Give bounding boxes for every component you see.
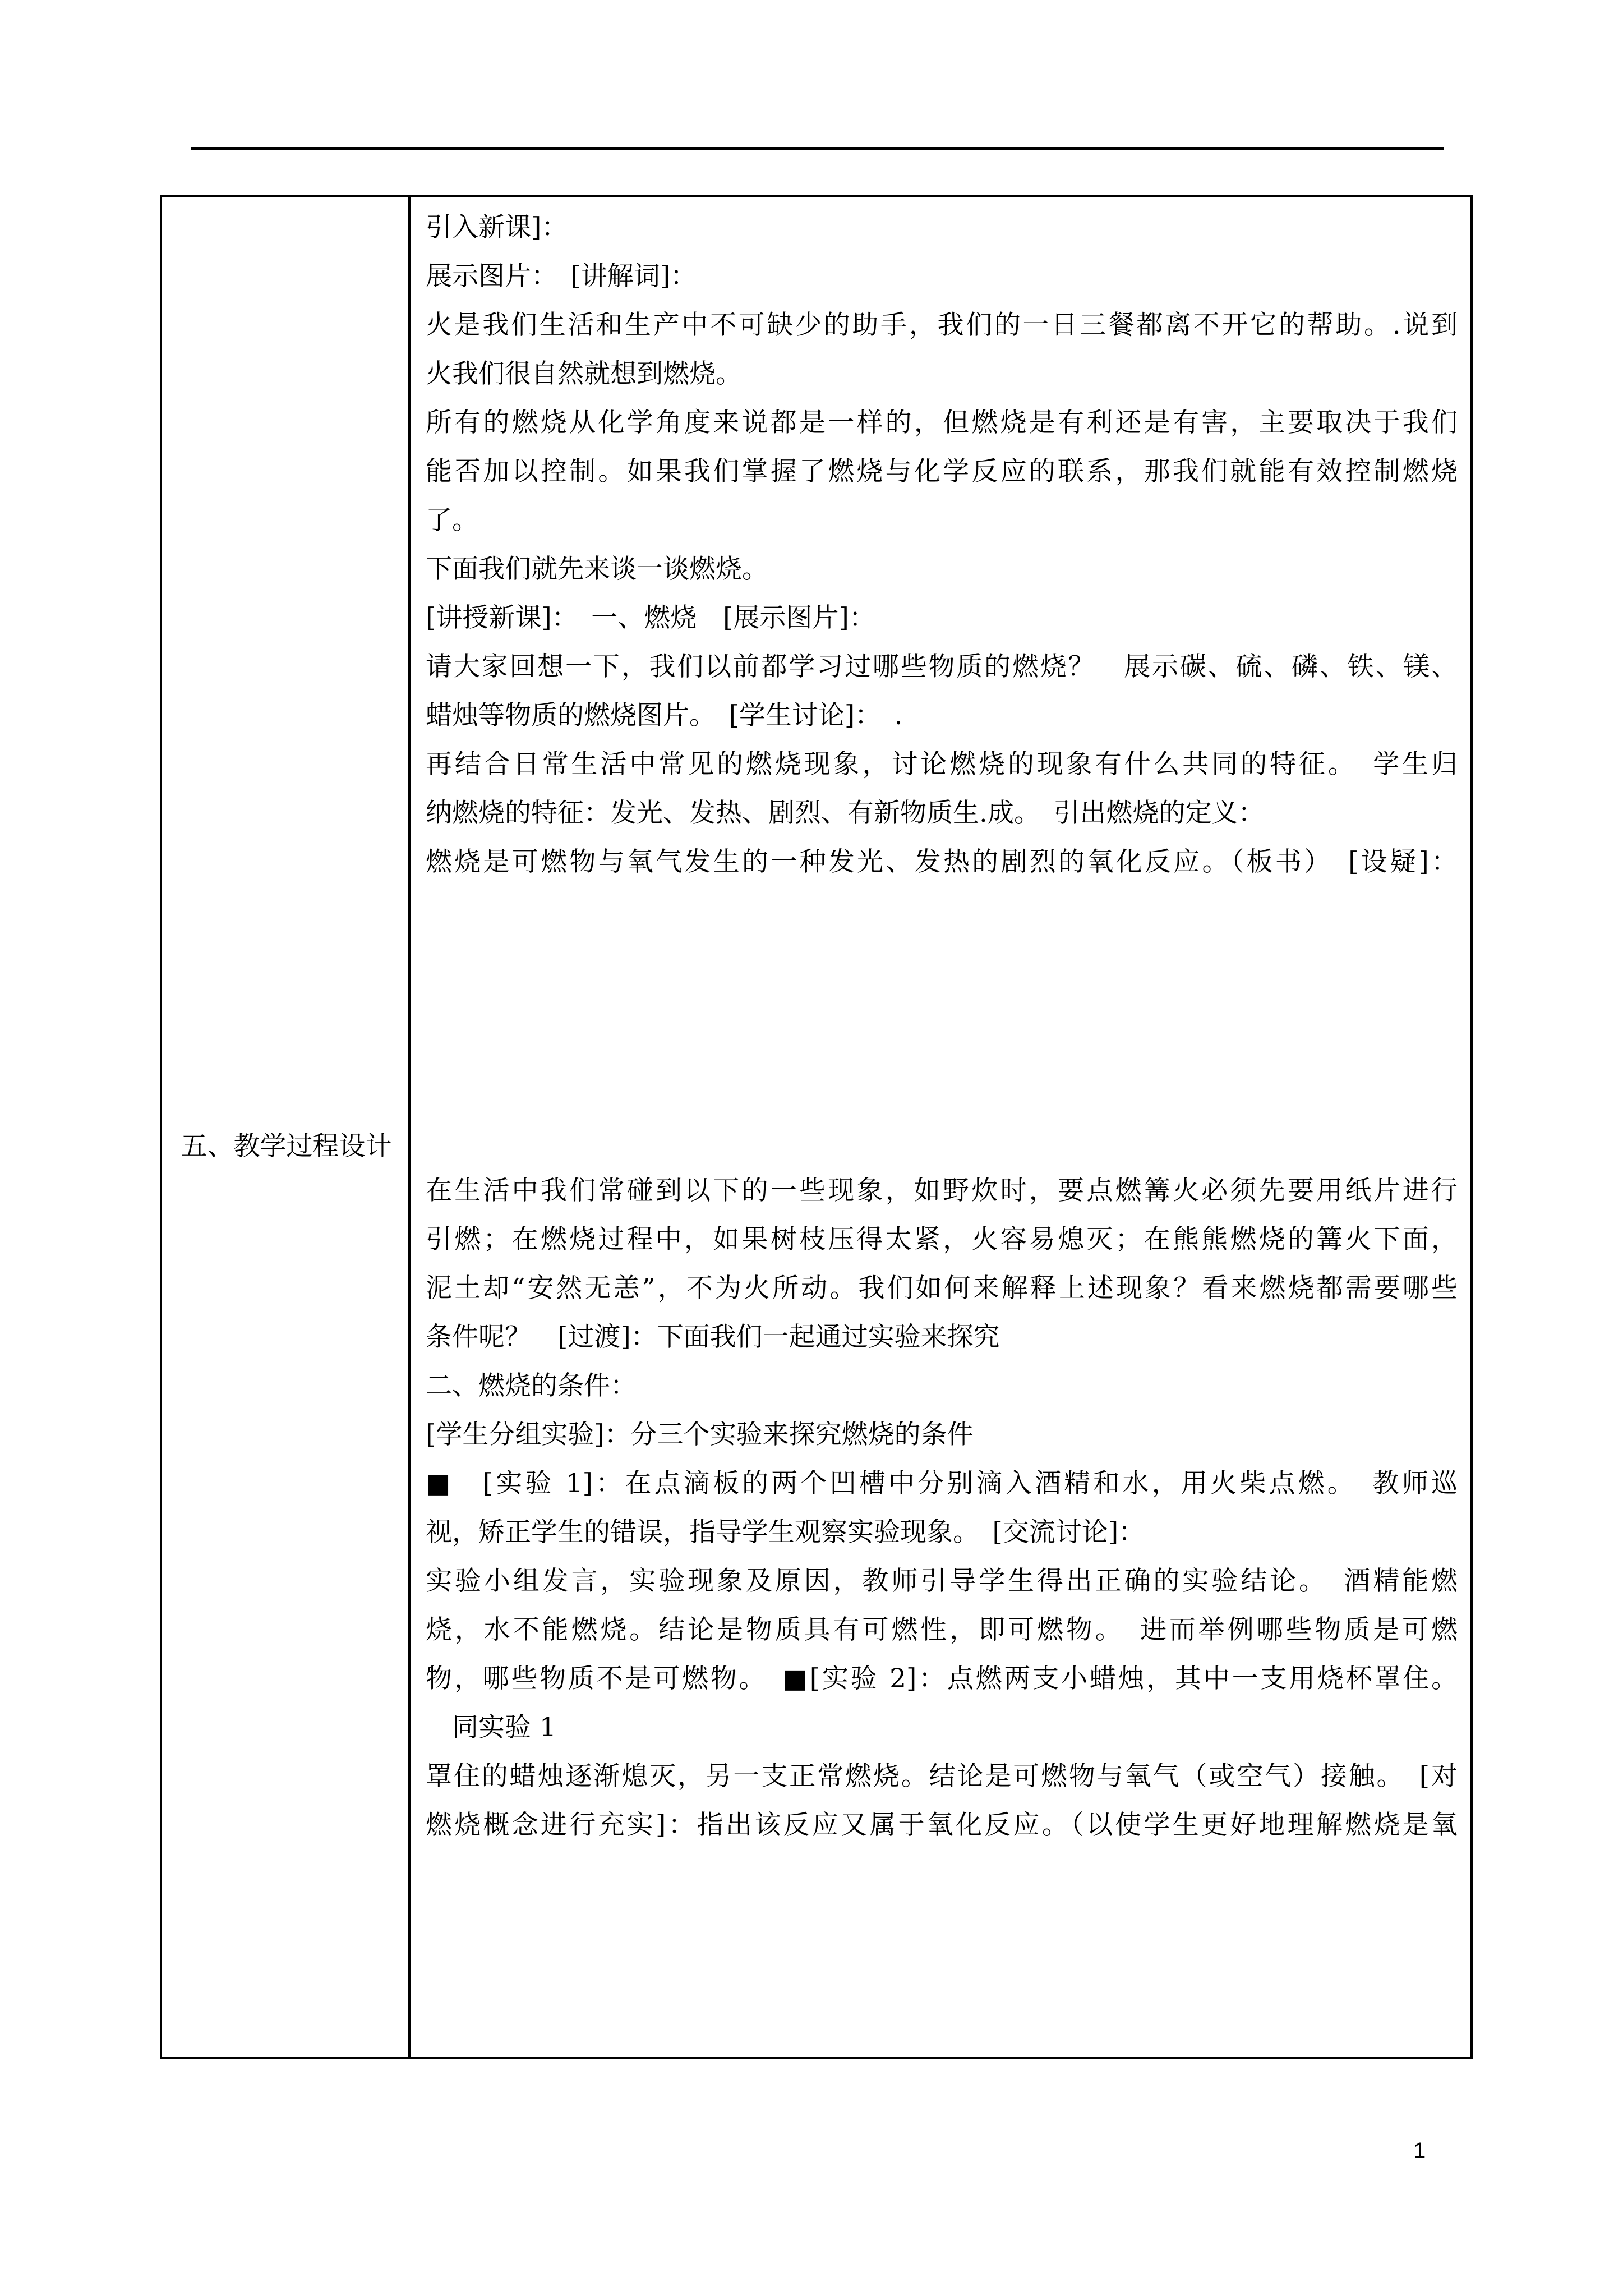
text-line: 物，哪些物质不是可燃物。 ■[实验 2]：点燃两支小蜡烛，其中一支用烧杯罩住。: [426, 1663, 1458, 1694]
text-line: 二、燃烧的条件：: [426, 1370, 637, 1401]
text-line: 展示图片： [讲解词]：: [426, 261, 697, 292]
text-line: 火是我们生活和生产中不可缺少的助手，我们的一日三餐都离不开它的帮助。.说到: [426, 310, 1458, 341]
text-line: 条件呢？ [过渡]：下面我们一起通过实验来探究: [426, 1322, 1000, 1352]
text-line: 燃烧概念进行充实]：指出该反应又属于氧化反应。（以使学生更好地理解燃烧是氧: [426, 1810, 1458, 1841]
text-line: 罩住的蜡烛逐渐熄灭，另一支正常燃烧。结论是可燃物与氧气（或空气）接触。 [对: [426, 1761, 1458, 1792]
text-line: 燃烧是可燃物与氧气发生的一种发光、发热的剧烈的氧化反应。（板书） [设疑]：: [426, 846, 1458, 877]
text-line: 引入新课]：: [426, 212, 568, 243]
text-line: 了。: [426, 505, 478, 536]
text-line: 在生活中我们常碰到以下的一些现象，如野炊时，要点燃篝火必须先要用纸片进行: [426, 1175, 1458, 1206]
text-line: 泥土却“安然无恙”，不为火所动。我们如何来解释上述现象？看来燃烧都需要哪些: [426, 1273, 1458, 1304]
text-line: 下面我们就先来谈一谈燃烧。: [426, 554, 768, 585]
text-line: [学生分组实验]：分三个实验来探究燃烧的条件: [426, 1419, 974, 1450]
text-line: 蜡烛等物质的燃烧图片。 [学生讨论]： .: [426, 700, 903, 731]
text-line: 所有的燃烧从化学角度来说都是一样的，但燃烧是有利还是有害，主要取决于我们: [426, 407, 1458, 438]
header-rule: [191, 147, 1444, 150]
text-line: 请大家回想一下，我们以前都学习过哪些物质的燃烧？ 展示碳、硫、磷、铁、镁、: [426, 651, 1458, 682]
text-line: 再结合日常生活中常见的燃烧现象，讨论燃烧的现象有什么共同的特征。 学生归: [426, 749, 1458, 780]
text-line: 实验小组发言，实验现象及原因，教师引导学生得出正确的实验结论。 酒精能燃: [426, 1566, 1458, 1596]
text-line: ■ [实验 1]：在点滴板的两个凹槽中分别滴入酒精和水，用火柴点燃。 教师巡: [426, 1468, 1458, 1499]
content-cell: [426, 197, 1458, 2057]
text-line: 视，矫正学生的错误，指导学生观察实验现象。 [交流讨论]：: [426, 1517, 1145, 1548]
text-line: 纳燃烧的特征：发光、发热、剧烈、有新物质生.成。 引出燃烧的定义：: [426, 798, 1265, 829]
text-line: 引燃；在燃烧过程中，如果树枝压得太紧，火容易熄灭；在熊熊燃烧的篝火下面，: [426, 1224, 1458, 1255]
page-number: 1: [1413, 2138, 1426, 2163]
text-line: [讲授新课]： 一、燃烧 [展示图片]：: [426, 602, 875, 633]
section-label-cell: [162, 197, 411, 2057]
section-label: 五、教学过程设计: [181, 1131, 392, 1162]
text-line: 能否加以控制。如果我们掌握了燃烧与化学反应的联系，那我们就能有效控制燃烧: [426, 456, 1458, 487]
text-line: 火我们很自然就想到燃烧。: [426, 358, 742, 389]
lesson-table: [160, 195, 1473, 2059]
text-line: 烧，水不能燃烧。结论是物质具有可燃性，即可燃物。 进而举例哪些物质是可燃: [426, 1614, 1458, 1645]
text-line: 同实验 1: [426, 1712, 556, 1743]
